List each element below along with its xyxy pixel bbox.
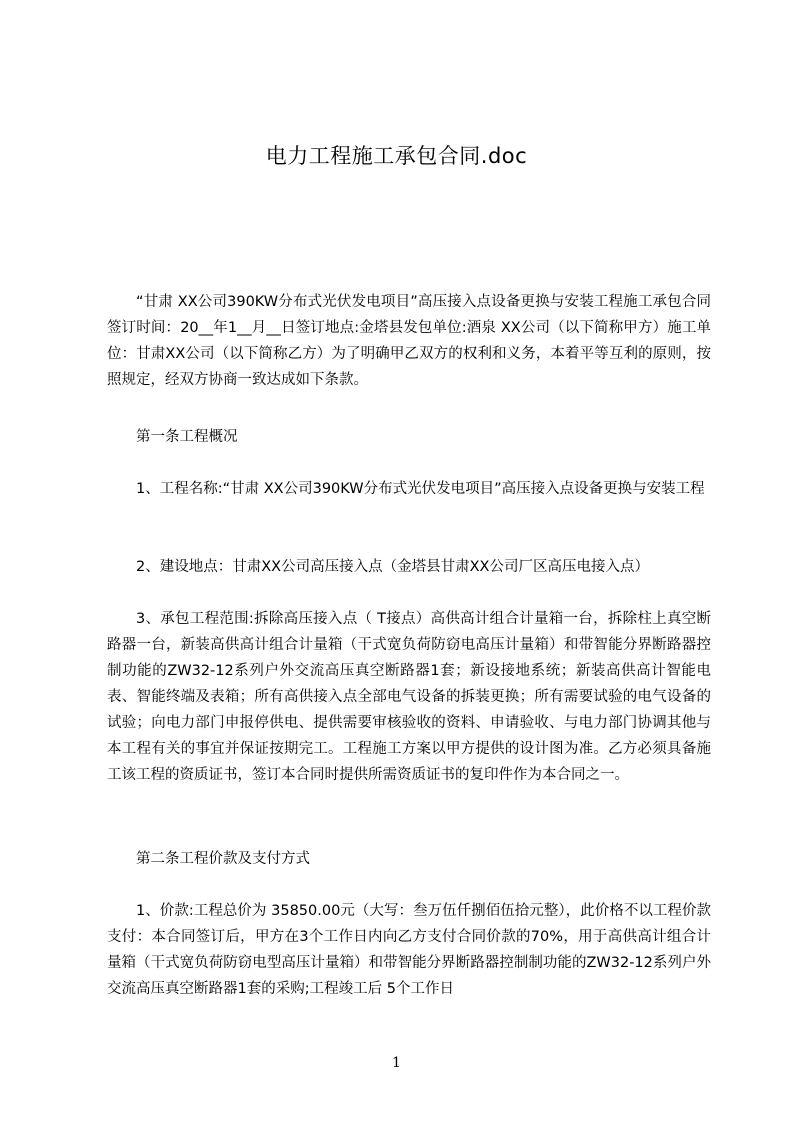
article-1-item-2: 2、建设地点：甘肃XX公司高压接入点（金塔县甘肃XX公司厂区高压电接入点）	[136, 559, 649, 575]
document-title: 电力工程施工承包合同.doc	[265, 144, 528, 168]
article-1-heading: 第一条工程概况	[136, 429, 238, 445]
intro-paragraph: “甘肃 XX公司390KW分布式光伏发电项目”高压接入点设备更换与安装工程施工承包合同签订时间：20__年1__月__日签订地点:金塔县发包单位:酒泉 XX公司（以下简称甲方）施工单位：甘肃XX公司（以下简称乙方）为了明确甲乙双方的权利和义务，本着平等互利的原则，按照规定，经双方协商一致达成如下条款。	[107, 294, 711, 388]
article-2-heading: 第二条工程价款及支付方式	[136, 851, 310, 867]
page-number: 1	[392, 1055, 401, 1071]
article-1-item-3: 3、承包工程范围:拆除高压接入点（ T接点）高供高计组合计量箱一台，拆除柱上真空断路器一台，新装高供高计组合计量箱（干式宽负荷防窃电高压计量箱）和带智能分界断路器控制功能的ZW32-12系列户外交流高压真空断路器1套；新设接地系统；新装高供高计智能电表、智能终端及表箱；所有高供接入点全部电气设备的拆装更换；所有需要试验的电气设备的试验；向电力部门申报停供电、提供需要审核验收的资料、申请验收、与电力部门协调其他与本工程有关的事宜并保证按期完工。工程施工方案以甲方提供的设计图为准。乙方必须具备施工该工程的资质证书，签订本合同时提供所需资质证书的复印件作为本合同之一。	[107, 611, 711, 783]
article-1-item-1: 1、工程名称:“甘肃 XX公司390KW分布式光伏发电项目”高压接入点设备更换与安装工程	[136, 481, 705, 497]
article-2-item-1: 1、价款:工程总价为 35850.00元（大写：叁万伍仟捌佰伍拾元整），此价格不以工程价款支付：本合同签订后，甲方在3个工作日内向乙方支付合同价款的70%，用于高供高计组合计量箱（干式宽负荷防窃电型高压计量箱）和带智能分界断路器控制制功能的ZW32-12系列户外交流高压真空断路器1套的采购;工程竣工后 5个工作日	[107, 903, 711, 997]
